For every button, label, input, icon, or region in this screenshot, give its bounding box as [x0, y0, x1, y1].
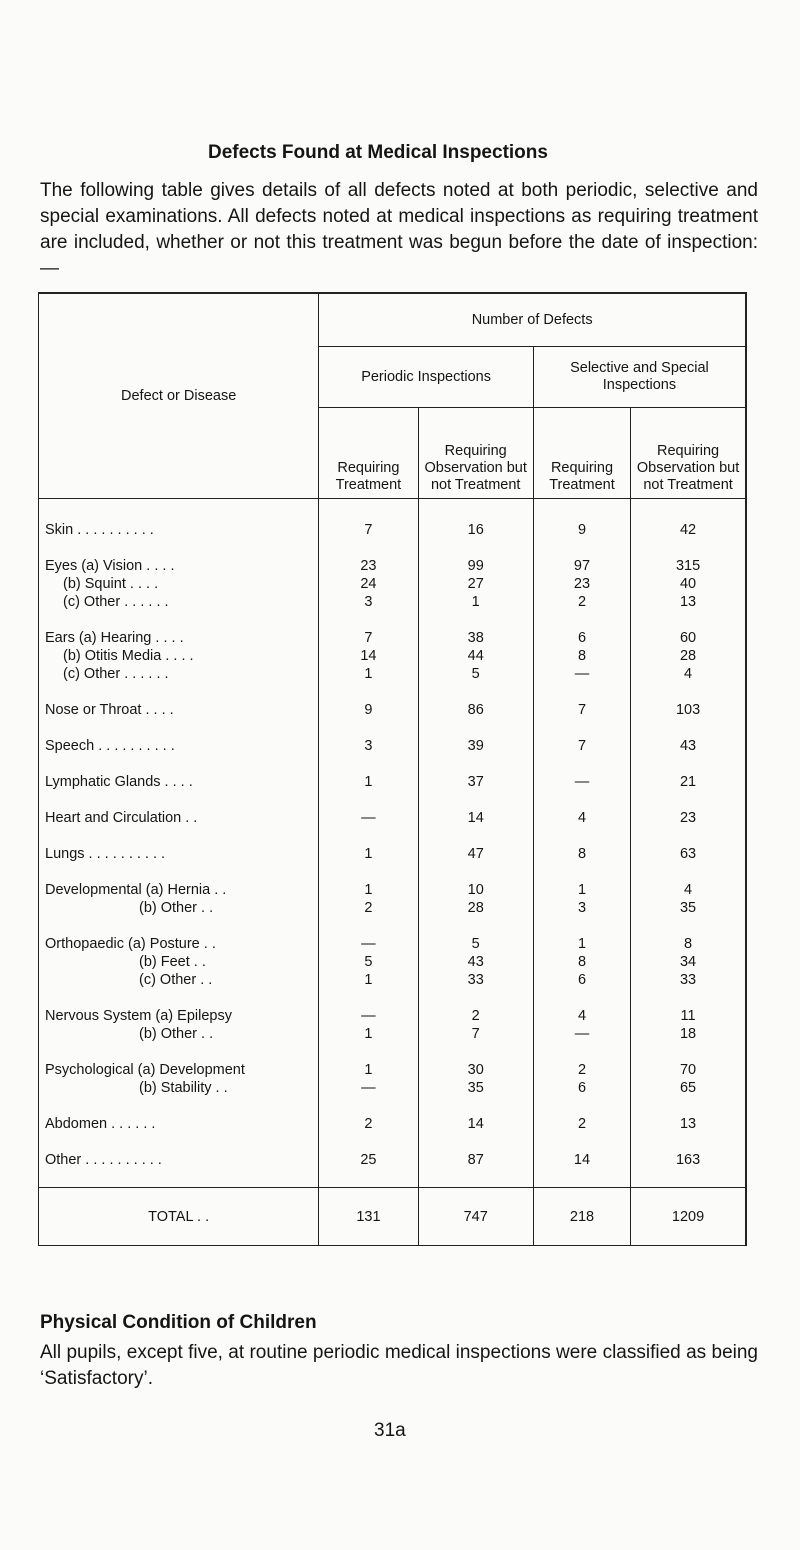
- header-periodic: Periodic Inspections: [319, 347, 534, 408]
- table-row: (b) Otitis Media . . . . 14 44 8 28: [39, 647, 745, 665]
- table-row: (b) Feet . . 5 43 8 34: [39, 953, 745, 971]
- intro-paragraph: The following table gives details of all defects noted at both periodic, selective and special examinations. All defects noted at medical inspections as requiring treatment are included, whether or not this treatment was begun before the date of inspection:—: [40, 180, 758, 279]
- header-periodic-observation: Requiring Observation but not Treatment: [418, 408, 533, 499]
- table-row: Lungs . . . . . . . . . . 1 47 8 63: [39, 845, 745, 863]
- closing-paragraph: All pupils, except five, at routine periodic medical inspections were classified as being ‘Satisfactory’.: [40, 1342, 758, 1389]
- header-selective: Selective and Special Inspections: [533, 347, 745, 408]
- table-row: (c) Other . . . . . . 1 5 — 4: [39, 665, 745, 683]
- table-row: Heart and Circulation . . — 14 4 23: [39, 809, 745, 827]
- table-row: (b) Other . . 2 28 3 35: [39, 899, 745, 917]
- table-row: Speech . . . . . . . . . . 3 39 7 43: [39, 737, 745, 755]
- table-row: (c) Other . . 1 33 6 33: [39, 971, 745, 989]
- table-row: Skin . . . . . . . . . . 7 16 9 42: [39, 521, 745, 539]
- section-heading: Physical Condition of Children: [40, 1312, 317, 1333]
- table-row: Abdomen . . . . . . 2 14 2 13: [39, 1115, 745, 1133]
- page-heading: Defects Found at Medical Inspections: [208, 142, 548, 163]
- table-row: Nervous System (a) Epilepsy — 2 4 11: [39, 1007, 745, 1025]
- header-selective-observation: Requiring Observation but not Treatment: [631, 408, 745, 499]
- header-selective-treatment: Requiring Treatment: [533, 408, 630, 499]
- table-row: (b) Stability . . — 35 6 65: [39, 1079, 745, 1097]
- table-row: Psychological (a) Development 1 30 2 70: [39, 1061, 745, 1079]
- table-row: Orthopaedic (a) Posture . . — 5 1 8: [39, 935, 745, 953]
- header-number-of-defects: Number of Defects: [319, 294, 745, 347]
- table-row: (c) Other . . . . . . 3 1 2 13: [39, 593, 745, 611]
- table-row: Nose or Throat . . . . 9 86 7 103: [39, 701, 745, 719]
- table-row: (b) Other . . 1 7 — 18: [39, 1025, 745, 1043]
- header-periodic-treatment: Requiring Treatment: [319, 408, 418, 499]
- table-row: Lymphatic Glands . . . . 1 37 — 21: [39, 773, 745, 791]
- table-row: (b) Squint . . . . 24 27 23 40: [39, 575, 745, 593]
- table-row: Other . . . . . . . . . . 25 87 14 163: [39, 1151, 745, 1169]
- table-row: Eyes (a) Vision . . . . 23 99 97 315: [39, 557, 745, 575]
- header-defect: Defect or Disease: [39, 294, 319, 499]
- table-row: Developmental (a) Hernia . . 1 10 1 4: [39, 881, 745, 899]
- table-row: Ears (a) Hearing . . . . 7 38 6 60: [39, 629, 745, 647]
- total-row: TOTAL . . 131 747 218 1209: [39, 1188, 745, 1246]
- page-number: 31a: [374, 1420, 406, 1441]
- defects-table: [38, 292, 747, 1246]
